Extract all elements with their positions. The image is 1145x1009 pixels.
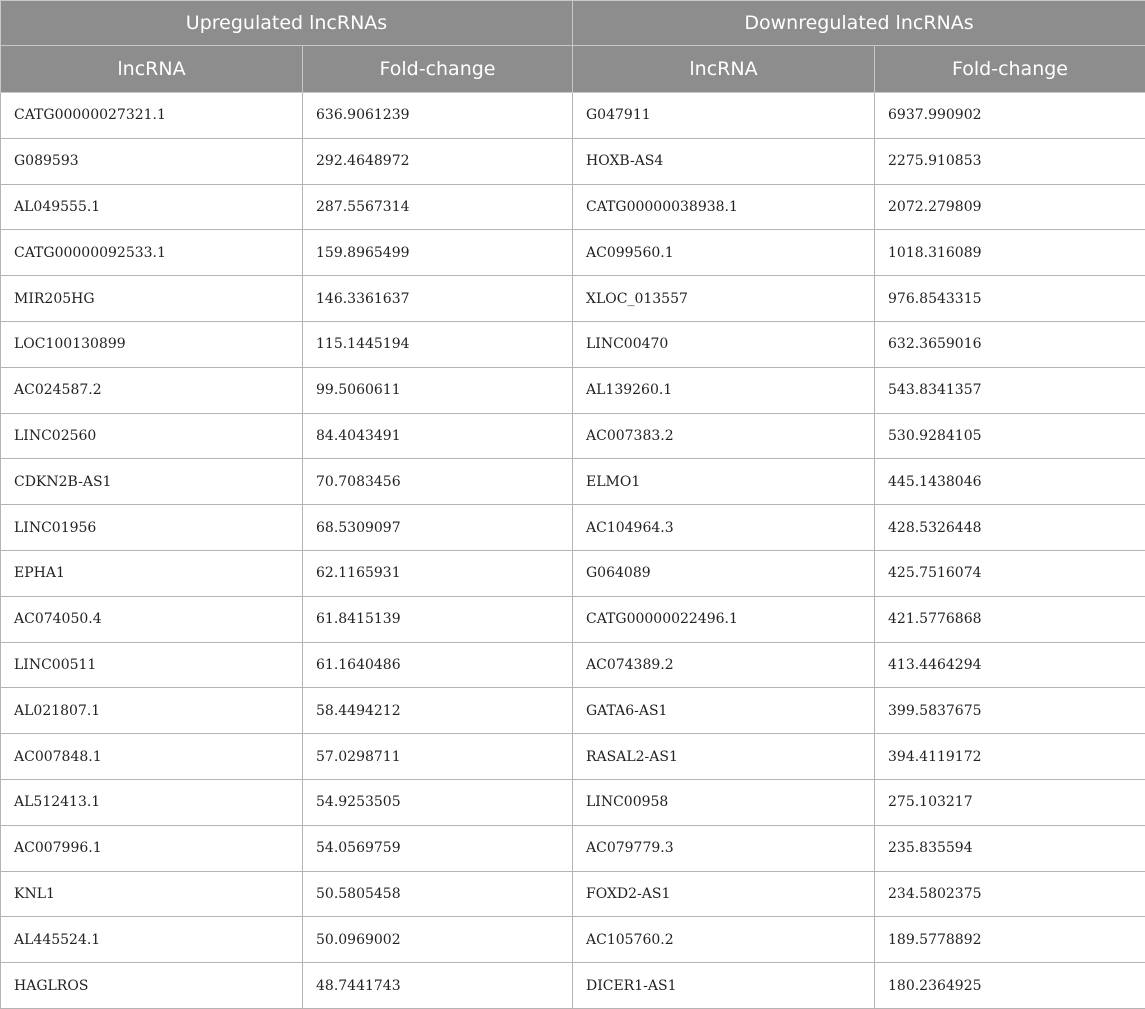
up-fold-change-cell: 54.9253505 (303, 779, 573, 825)
down-fold-change-cell: 632.3659016 (875, 321, 1145, 367)
up-lncrna-cell: AC007848.1 (1, 734, 303, 780)
down-fold-change-cell: 530.9284105 (875, 413, 1145, 459)
up-fold-change-cell: 50.5805458 (303, 871, 573, 917)
up-fold-change-cell: 58.4494212 (303, 688, 573, 734)
up-fold-change-cell: 115.1445194 (303, 321, 573, 367)
table-row (1, 550, 1145, 596)
down-lncrna-cell: HOXB-AS4 (573, 138, 875, 184)
down-fold-change-cell: 2072.279809 (875, 184, 1145, 230)
table-row (1, 93, 1145, 139)
up-lncrna-cell: AL512413.1 (1, 779, 303, 825)
down-fold-change-cell: 1018.316089 (875, 230, 1145, 276)
up-lncrna-cell: G089593 (1, 138, 303, 184)
down-lncrna-cell: AC099560.1 (573, 230, 875, 276)
up-fold-change-cell: 636.9061239 (303, 93, 573, 139)
table-row (1, 321, 1145, 367)
down-fold-change-cell: 394.4119172 (875, 734, 1145, 780)
down-lncrna-cell: G064089 (573, 550, 875, 596)
down-lncrna-cell: AC105760.2 (573, 917, 875, 963)
table-row (1, 367, 1145, 413)
down-lncrna-cell: AC074389.2 (573, 642, 875, 688)
up-fold-change-cell: 68.5309097 (303, 505, 573, 551)
group-header-row (1, 1, 1145, 46)
down-lncrna-cell: CATG00000038938.1 (573, 184, 875, 230)
down-fold-change-cell: 399.5837675 (875, 688, 1145, 734)
down-lncrna-cell: GATA6-AS1 (573, 688, 875, 734)
down-lncrna-cell: FOXD2-AS1 (573, 871, 875, 917)
up-lncrna-cell: LOC100130899 (1, 321, 303, 367)
up-lncrna-cell: AL021807.1 (1, 688, 303, 734)
down-lncrna-column-header: lncRNA (573, 46, 875, 93)
up-fold-change-cell: 99.5060611 (303, 367, 573, 413)
down-lncrna-cell: ELMO1 (573, 459, 875, 505)
up-fold-change-cell: 146.3361637 (303, 276, 573, 322)
down-fold-change-cell: 180.2364925 (875, 963, 1145, 1009)
up-fold-change-cell: 50.0969002 (303, 917, 573, 963)
down-fold-change-cell: 976.8543315 (875, 276, 1145, 322)
down-fold-change-cell: 543.8341357 (875, 367, 1145, 413)
down-fold-change-cell: 234.5802375 (875, 871, 1145, 917)
down-lncrna-cell: LINC00470 (573, 321, 875, 367)
column-header-row (1, 46, 1145, 93)
up-lncrna-cell: AL445524.1 (1, 917, 303, 963)
down-lncrna-cell: LINC00958 (573, 779, 875, 825)
down-lncrna-cell: CATG00000022496.1 (573, 596, 875, 642)
table-row (1, 184, 1145, 230)
down-fold-change-column-header: Fold-change (875, 46, 1145, 93)
up-fold-change-cell: 84.4043491 (303, 413, 573, 459)
up-fold-change-cell: 48.7441743 (303, 963, 573, 1009)
down-fold-change-cell: 275.103217 (875, 779, 1145, 825)
table-row (1, 688, 1145, 734)
up-fold-change-cell: 292.4648972 (303, 138, 573, 184)
table-row (1, 276, 1145, 322)
up-fold-change-cell: 70.7083456 (303, 459, 573, 505)
down-fold-change-cell: 445.1438046 (875, 459, 1145, 505)
up-fold-change-cell: 159.8965499 (303, 230, 573, 276)
down-fold-change-cell: 6937.990902 (875, 93, 1145, 139)
up-lncrna-cell: HAGLROS (1, 963, 303, 1009)
down-fold-change-cell: 413.4464294 (875, 642, 1145, 688)
up-lncrna-cell: LINC01956 (1, 505, 303, 551)
table-row (1, 230, 1145, 276)
table-row (1, 917, 1145, 963)
up-lncrna-cell: LINC02560 (1, 413, 303, 459)
down-fold-change-cell: 428.5326448 (875, 505, 1145, 551)
table-row (1, 779, 1145, 825)
up-lncrna-cell: AC074050.4 (1, 596, 303, 642)
table-row (1, 596, 1145, 642)
table-body (1, 93, 1145, 1009)
up-lncrna-cell: CATG00000092533.1 (1, 230, 303, 276)
down-lncrna-cell: RASAL2-AS1 (573, 734, 875, 780)
up-lncrna-cell: KNL1 (1, 871, 303, 917)
up-lncrna-column-header: lncRNA (1, 46, 303, 93)
down-lncrna-cell: AC104964.3 (573, 505, 875, 551)
table-row (1, 642, 1145, 688)
down-lncrna-cell: AC079779.3 (573, 825, 875, 871)
up-fold-change-cell: 62.1165931 (303, 550, 573, 596)
up-lncrna-cell: AL049555.1 (1, 184, 303, 230)
up-fold-change-column-header: Fold-change (303, 46, 573, 93)
down-lncrna-cell: DICER1-AS1 (573, 963, 875, 1009)
up-lncrna-cell: AC007996.1 (1, 825, 303, 871)
up-fold-change-cell: 61.8415139 (303, 596, 573, 642)
table-row (1, 459, 1145, 505)
down-lncrna-cell: G047911 (573, 93, 875, 139)
up-fold-change-cell: 54.0569759 (303, 825, 573, 871)
down-fold-change-cell: 235.835594 (875, 825, 1145, 871)
down-lncrna-cell: AC007383.2 (573, 413, 875, 459)
table-row (1, 734, 1145, 780)
table-row (1, 825, 1145, 871)
table-row (1, 413, 1145, 459)
down-fold-change-cell: 189.5778892 (875, 917, 1145, 963)
table-row (1, 138, 1145, 184)
up-lncrna-cell: CDKN2B-AS1 (1, 459, 303, 505)
downregulated-group-header: Downregulated lncRNAs (573, 1, 1145, 46)
down-fold-change-cell: 2275.910853 (875, 138, 1145, 184)
table-row (1, 505, 1145, 551)
down-lncrna-cell: AL139260.1 (573, 367, 875, 413)
down-lncrna-cell: XLOC_013557 (573, 276, 875, 322)
down-fold-change-cell: 425.7516074 (875, 550, 1145, 596)
upregulated-group-header: Upregulated lncRNAs (1, 1, 573, 46)
table-row (1, 871, 1145, 917)
up-lncrna-cell: CATG00000027321.1 (1, 93, 303, 139)
up-fold-change-cell: 287.5567314 (303, 184, 573, 230)
up-lncrna-cell: EPHA1 (1, 550, 303, 596)
up-fold-change-cell: 61.1640486 (303, 642, 573, 688)
down-fold-change-cell: 421.5776868 (875, 596, 1145, 642)
up-lncrna-cell: AC024587.2 (1, 367, 303, 413)
up-fold-change-cell: 57.0298711 (303, 734, 573, 780)
up-lncrna-cell: MIR205HG (1, 276, 303, 322)
up-lncrna-cell: LINC00511 (1, 642, 303, 688)
table-row (1, 963, 1145, 1009)
